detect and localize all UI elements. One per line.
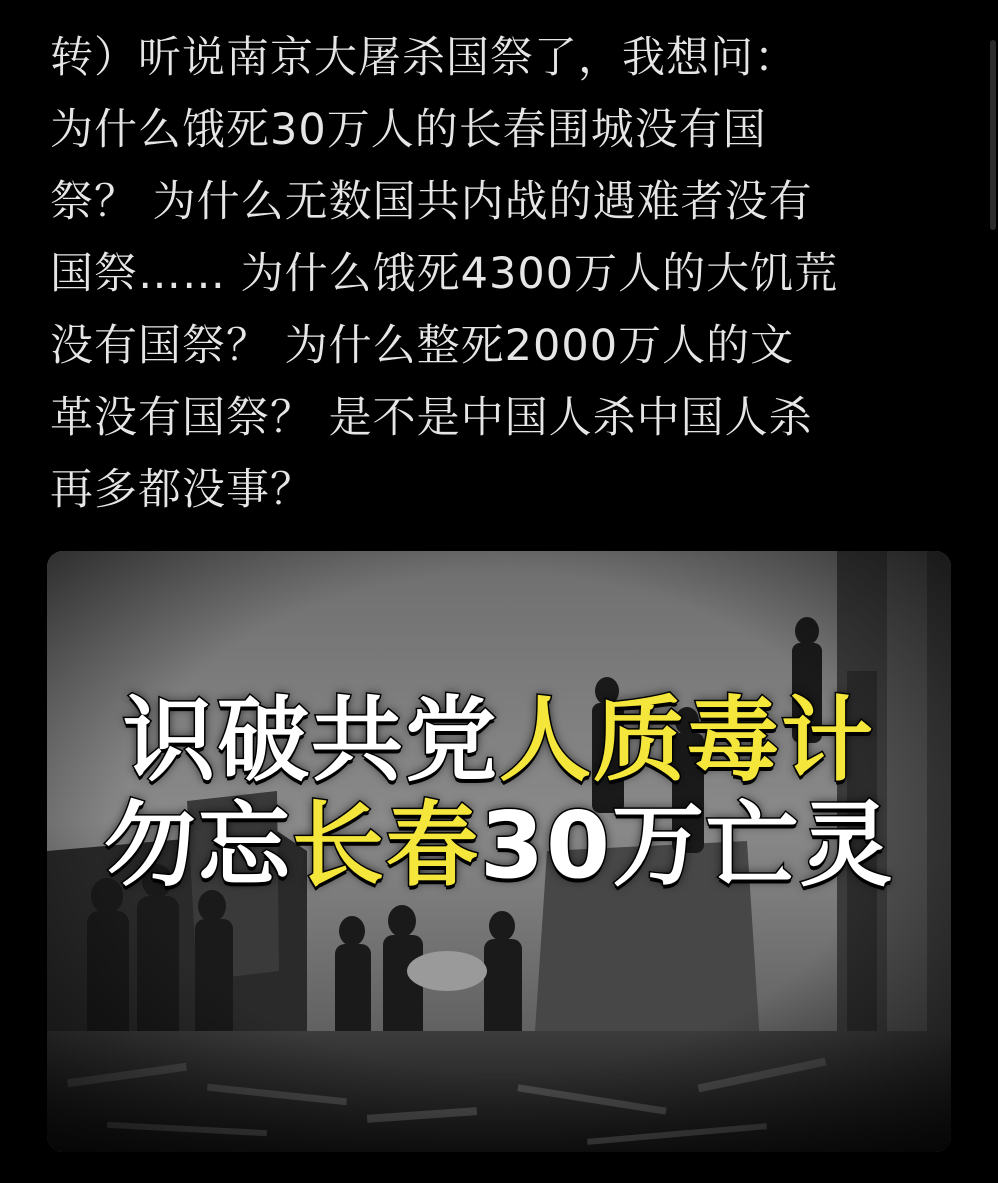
- post-text-line: 革没有国祭？ 是不是中国人杀中国人杀: [50, 393, 813, 443]
- headline-line-2: [47, 791, 951, 901]
- headline-1-yellow: 人质毒计: [499, 687, 876, 794]
- post-text-line: 国祭…… 为什么饿死4300万人的大饥荒: [50, 249, 839, 299]
- headline-2-white-a: 勿忘: [103, 792, 292, 899]
- post-text-line: 再多都没事？: [50, 465, 314, 515]
- headline-2-yellow: 长春: [291, 792, 480, 899]
- headline-2-white-b: 30万亡灵: [480, 792, 895, 899]
- post-text: [50, 22, 950, 526]
- post-text-line: 祭？ 为什么无数国共内战的遇难者没有: [50, 177, 813, 227]
- scrollbar[interactable]: [990, 40, 996, 230]
- media-card[interactable]: [47, 551, 951, 1152]
- post-text-line: 转）听说南京大屠杀国祭了，我想问：: [50, 33, 798, 83]
- headline-1-white: 识破共党: [122, 687, 499, 794]
- post-text-line: 为什么饿死30万人的长春围城没有国: [50, 105, 767, 155]
- post-text-line: 没有国祭？ 为什么整死2000万人的文: [50, 321, 795, 371]
- headline-line-1: [47, 686, 951, 796]
